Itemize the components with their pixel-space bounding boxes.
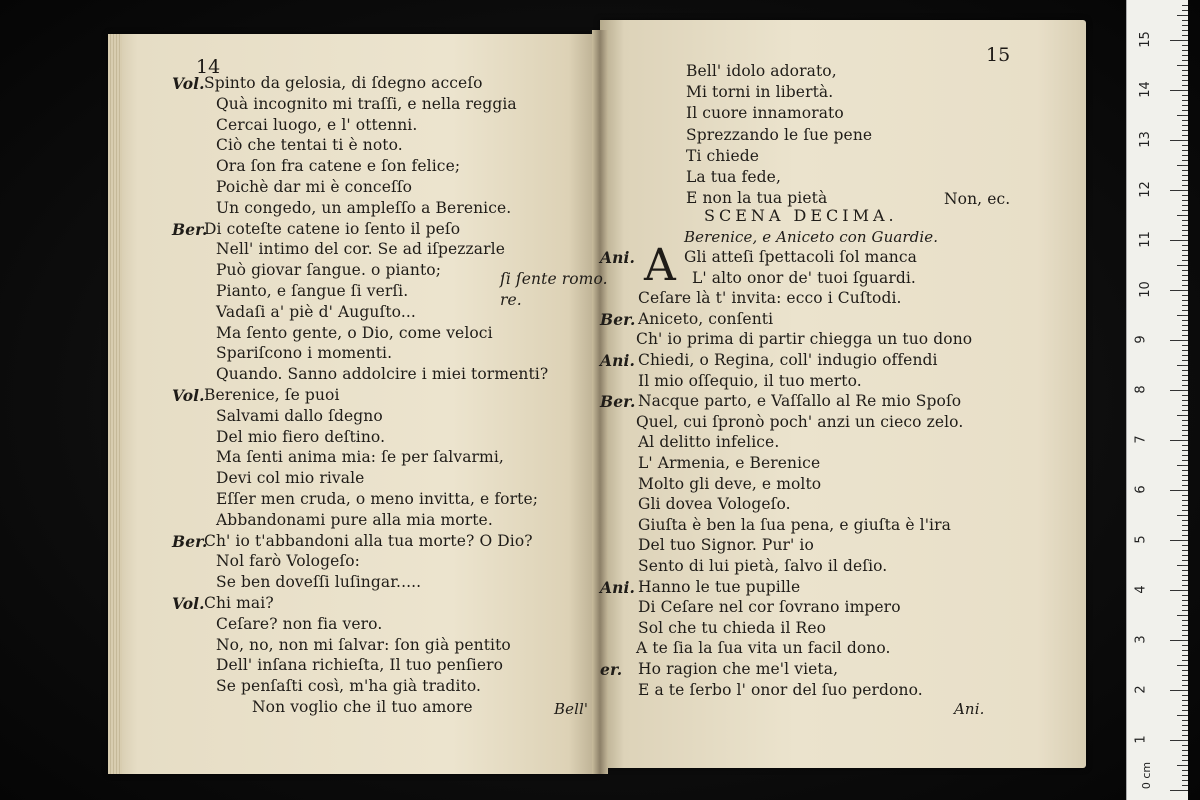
ruler-tick (1182, 670, 1188, 671)
ruler-tick (1170, 90, 1188, 91)
text-line: Eſſer men cruda, o meno invitta, e forte; (216, 490, 539, 508)
scene-heading: SCENA DECIMA. (704, 206, 898, 225)
ruler-tick (1170, 740, 1188, 741)
text-line: Un congedo, un ampleſſo a Berenice. (216, 198, 512, 217)
ruler-tick (1182, 720, 1188, 721)
ruler-tick (1182, 180, 1188, 181)
text-line: Spinto da gelosia, di ſdegno acceſo (204, 74, 483, 92)
text-line: Di coteſte catene io ſento il peſo (204, 219, 461, 238)
ruler-tick (1182, 100, 1188, 101)
ruler-tick (1182, 610, 1188, 611)
ruler-tick (1182, 85, 1188, 86)
ruler-tick (1182, 420, 1188, 421)
text-line: L' Armenia, e Berenice (638, 454, 821, 472)
ruler-tick (1182, 680, 1188, 681)
ruler-label: 8 (1133, 385, 1149, 394)
ruler-tick (1182, 70, 1188, 71)
text-line: Pianto, e ſangue ſi verſi. (216, 282, 409, 300)
text-line: Aniceto, conſenti (638, 309, 774, 328)
text-line: Gli dovea Vologeſo. (638, 495, 791, 514)
ruler-tick (1182, 660, 1188, 661)
ruler-tick (1182, 785, 1188, 786)
text-line: E a te ſerbo l' onor del ſuo perdono. (638, 680, 923, 699)
verse-line: Ti chiede (686, 146, 760, 165)
ruler-tick (1182, 370, 1188, 371)
ruler-tick (1182, 20, 1188, 21)
text-line: Chiedi, o Regina, coll' indugio offendi (638, 351, 938, 369)
ruler-tick (1182, 230, 1188, 231)
speaker-label: Vol. (172, 386, 205, 405)
ruler-tick (1182, 755, 1188, 756)
ruler-label: 1 (1133, 735, 1149, 744)
ruler-tick (1182, 225, 1188, 226)
ruler-tick (1182, 120, 1188, 121)
text-line: Vadaſi a' piè d' Auguſto... (216, 302, 416, 321)
speaker-label: Ani. (600, 351, 635, 370)
ruler-label: 13 (1137, 131, 1153, 148)
ruler-tick (1182, 160, 1188, 161)
speaker-label: Ber. (172, 531, 208, 551)
ruler-tick (1182, 520, 1188, 521)
text-line: Ceſare là t' invita: ecco i Cuſtodi. (638, 289, 902, 308)
ruler-tick (1182, 455, 1188, 456)
ruler-tick (1170, 290, 1188, 291)
text-line: Quel, cui ſpronò poch' anzi un cieco zelo. (636, 412, 964, 431)
ruler-tick (1182, 80, 1188, 81)
ruler-tick (1182, 595, 1188, 596)
text-line: Ceſare? non fia vero. (216, 614, 383, 633)
ruler-tick (1182, 55, 1188, 56)
ruler-tick (1177, 115, 1188, 116)
text-line: Ho ragion che me'l vieta, (638, 660, 839, 678)
ruler-tick (1182, 235, 1188, 236)
ruler-label: 2 (1133, 685, 1149, 694)
ruler-tick (1170, 790, 1188, 791)
ruler-tick (1182, 725, 1188, 726)
text-line: Abbandonami pure alla mia morte. (216, 510, 493, 529)
ruler-label: 10 (1137, 281, 1153, 298)
ruler-tick (1182, 35, 1188, 36)
text-line: Può giovar ſangue. o pianto; (216, 261, 442, 280)
ruler-tick (1182, 730, 1188, 731)
ruler-tick (1182, 110, 1188, 111)
ruler-tick (1182, 305, 1188, 306)
ruler-tick (1177, 365, 1188, 366)
ruler-tick (1182, 320, 1188, 321)
ruler-tick (1182, 325, 1188, 326)
ruler-tick (1177, 515, 1188, 516)
ruler-tick (1182, 460, 1188, 461)
ruler-tick (1182, 550, 1188, 551)
ruler-tick (1182, 445, 1188, 446)
ruler-label: 6 (1133, 485, 1149, 494)
verse-line: Mi torni in libertà. (686, 83, 834, 102)
text-line: Molto gli deve, e molto (638, 474, 822, 493)
ruler-tick (1182, 480, 1188, 481)
ruler-tick (1177, 165, 1188, 166)
ruler-tick (1182, 210, 1188, 211)
ruler-tick (1182, 220, 1188, 221)
verse-line: E non la tua pietà (686, 189, 828, 208)
ruler-tick (1182, 700, 1188, 701)
ruler-tick (1182, 535, 1188, 536)
ruler-label: 11 (1137, 231, 1153, 248)
text-line: Ciò che tentai ti è noto. (216, 136, 403, 155)
text-line: Non voglio che il tuo amore (252, 698, 473, 716)
ruler-tick (1182, 270, 1188, 271)
ruler-tick (1170, 140, 1188, 141)
ruler-tick (1182, 5, 1188, 6)
ruler-label: 9 (1133, 335, 1149, 344)
ruler-tick (1182, 500, 1188, 501)
ruler-tick (1182, 385, 1188, 386)
ruler-tick (1182, 495, 1188, 496)
text-line: Ma ſento gente, o Dio, come veloci (216, 323, 493, 342)
ruler-tick (1177, 215, 1188, 216)
ruler-tick (1182, 380, 1188, 381)
ruler-tick (1177, 315, 1188, 316)
text-line: Quando. Sanno addolcire i miei tormenti? (216, 365, 549, 384)
ruler-tick (1182, 135, 1188, 136)
ruler-tick (1177, 15, 1188, 16)
text-line: Cercai luogo, e l' ottenni. (216, 115, 418, 134)
ruler-tick (1170, 540, 1188, 541)
ruler-label: 5 (1133, 535, 1149, 544)
ruler-tick (1182, 355, 1188, 356)
ruler-label: 4 (1133, 585, 1149, 594)
ruler-tick (1182, 30, 1188, 31)
ruler-label: 15 (1137, 31, 1153, 48)
ruler-tick (1182, 750, 1188, 751)
ruler-tick (1182, 635, 1188, 636)
ruler-tick (1182, 345, 1188, 346)
ruler-tick (1170, 240, 1188, 241)
ruler-label: 7 (1133, 435, 1149, 444)
ruler-tick (1182, 105, 1188, 106)
measurement-ruler (1126, 0, 1188, 800)
verse-line: Il cuore innamorato (686, 104, 844, 123)
ruler-unit-label: 0 cm (1140, 761, 1154, 790)
ruler-tick (1182, 295, 1188, 296)
ruler-tick (1182, 395, 1188, 396)
ruler-tick (1170, 690, 1188, 691)
verse-line: La tua fede, (686, 168, 781, 186)
ruler-tick (1177, 265, 1188, 266)
ruler-tick (1182, 400, 1188, 401)
ruler-tick (1170, 340, 1188, 341)
ruler-tick (1182, 555, 1188, 556)
speaker-label: Vol. (172, 594, 205, 613)
text-line: Dell' inſana richieſta, Il tuo penſiero (216, 656, 504, 675)
ruler-tick (1170, 490, 1188, 491)
ruler-tick (1182, 710, 1188, 711)
ruler-tick (1182, 60, 1188, 61)
speaker-label: Ani. (600, 248, 635, 267)
text-line: Ma ſenti anima mia: ſe per ſalvarmi, (216, 448, 504, 467)
ruler-tick (1177, 615, 1188, 616)
ruler-tick (1182, 350, 1188, 351)
speaker-label: er. (600, 660, 623, 679)
ruler-tick (1182, 760, 1188, 761)
ruler-tick (1182, 745, 1188, 746)
text-line: Gli atteſi ſpettacoli ſol manca (684, 248, 917, 266)
ruler-tick (1182, 310, 1188, 311)
text-line: Se ben doveſſi luſingar..... (216, 573, 422, 592)
stage-direction: ſi ſente romo. (500, 270, 608, 288)
ruler-tick (1182, 450, 1188, 451)
stage-direction-cont: re. (500, 291, 522, 309)
ruler-tick (1182, 655, 1188, 656)
text-line: Sento di lui pietà, ſalvo il deſio. (638, 557, 888, 575)
text-line: Devi col mio rivale (216, 469, 365, 488)
ruler-tick (1182, 10, 1188, 11)
ruler-tick (1182, 200, 1188, 201)
text-line: Spariſcono i momenti. (216, 344, 393, 363)
ruler-tick (1182, 195, 1188, 196)
ruler-tick (1182, 245, 1188, 246)
ruler-tick (1182, 770, 1188, 771)
ruler-tick (1182, 75, 1188, 76)
ruler-tick (1182, 705, 1188, 706)
ruler-tick (1182, 275, 1188, 276)
text-line: Del tuo Signor. Pur' io (638, 536, 814, 555)
ruler-tick (1177, 465, 1188, 466)
speaker-label: Ber. (600, 392, 636, 412)
text-line: L' alto onor de' tuoi ſguardi. (692, 268, 916, 287)
drop-cap: A (644, 240, 676, 291)
ruler-tick (1182, 330, 1188, 331)
text-line: No, no, non mi ſalvar: ſon già pentito (216, 635, 511, 654)
ruler-tick (1170, 440, 1188, 441)
text-line: Se penſaſti così, m'ha già tradito. (216, 677, 482, 696)
ruler-tick (1182, 435, 1188, 436)
left-page-number: 14 (196, 56, 221, 78)
ruler-tick (1182, 560, 1188, 561)
verse-line: Sprezzando le ſue pene (686, 125, 873, 144)
ruler-tick (1182, 300, 1188, 301)
text-line: Quà incognito mi traſſi, e nella reggia (216, 94, 517, 113)
ruler-label: 14 (1137, 81, 1153, 98)
scene-subheading: Berenice, e Aniceto con Guardie. (684, 228, 939, 246)
text-line: Salvami dallo ſdegno (216, 406, 383, 425)
text-line: Ch' io t'abbandoni alla tua morte? O Dio? (204, 531, 533, 550)
ruler-tick (1182, 630, 1188, 631)
ruler-tick (1182, 570, 1188, 571)
ruler-tick (1182, 255, 1188, 256)
ruler-tick (1182, 375, 1188, 376)
ruler-tick (1170, 190, 1188, 191)
ruler-tick (1182, 545, 1188, 546)
ruler-tick (1182, 675, 1188, 676)
ruler-tick (1182, 650, 1188, 651)
ruler-tick (1182, 485, 1188, 486)
text-line: Berenice, ſe puoi (204, 386, 340, 404)
ruler-tick (1182, 410, 1188, 411)
text-line: Chi mai? (204, 594, 274, 612)
text-line: Sol che tu chieda il Reo (638, 618, 827, 637)
ruler-tick (1182, 155, 1188, 156)
ruler-tick (1182, 510, 1188, 511)
ruler-tick (1182, 575, 1188, 576)
text-line: Ora ſon fra catene e ſon felice; (216, 157, 461, 176)
aria-repeat-note: Non, ec. (944, 190, 1011, 208)
text-line: A te ſia la ſua vita un facil dono. (636, 639, 891, 658)
text-line: Giuſta è ben la ſua pena, e giuſta è l'ira (638, 515, 951, 534)
page-edge (108, 34, 122, 774)
ruler-tick (1182, 645, 1188, 646)
text-line: Al delitto infelice. (638, 433, 780, 452)
ruler-tick (1182, 130, 1188, 131)
ruler-tick (1182, 430, 1188, 431)
ruler-tick (1170, 40, 1188, 41)
text-line: Nacque parto, e Vaſſallo al Re mio Spoſo (638, 392, 962, 411)
ruler-tick (1182, 360, 1188, 361)
open-book (108, 20, 1086, 775)
text-line: Il mio oſſequio, il tuo merto. (638, 371, 862, 390)
ruler-label: 12 (1137, 181, 1153, 198)
speaker-label: Ber. (600, 309, 636, 329)
ruler-tick (1182, 45, 1188, 46)
ruler-tick (1182, 285, 1188, 286)
text-line: Nell' intimo del cor. Se ad iſpezzarle (216, 240, 505, 259)
ruler-tick (1182, 125, 1188, 126)
ruler-tick (1182, 95, 1188, 96)
speaker-label: Ani. (600, 577, 635, 597)
ruler-tick (1182, 695, 1188, 696)
ruler-tick (1177, 715, 1188, 716)
ruler-tick (1182, 280, 1188, 281)
right-catchword: Ani. (954, 700, 985, 718)
ruler-label: 3 (1133, 635, 1149, 644)
text-line: Hanno le tue pupille (638, 577, 801, 596)
ruler-tick (1182, 185, 1188, 186)
ruler-tick (1177, 415, 1188, 416)
ruler-tick (1170, 390, 1188, 391)
ruler-tick (1177, 65, 1188, 66)
ruler-tick (1182, 530, 1188, 531)
text-line: Nol farò Vologeſo: (216, 552, 361, 571)
text-line: Poichè dar mi è conceſſo (216, 178, 413, 196)
ruler-tick (1182, 525, 1188, 526)
ruler-tick (1170, 590, 1188, 591)
ruler-tick (1182, 405, 1188, 406)
ruler-tick (1182, 260, 1188, 261)
text-line: Ch' io prima di partir chiegga un tuo dono (636, 330, 973, 349)
ruler-tick (1182, 605, 1188, 606)
ruler-tick (1182, 780, 1188, 781)
ruler-tick (1182, 170, 1188, 171)
left-catchword: Bell' (554, 700, 589, 718)
ruler-tick (1177, 665, 1188, 666)
right-page-number: 15 (986, 44, 1011, 66)
ruler-tick (1182, 335, 1188, 336)
ruler-tick (1182, 25, 1188, 26)
ruler-tick (1182, 145, 1188, 146)
ruler-tick (1182, 250, 1188, 251)
ruler-tick (1182, 425, 1188, 426)
ruler-tick (1182, 175, 1188, 176)
ruler-tick (1182, 585, 1188, 586)
verse-line: Bell' idolo adorato, (686, 62, 837, 80)
speaker-label: Ber. (172, 219, 208, 239)
ruler-tick (1182, 775, 1188, 776)
speaker-label: Vol. (172, 74, 205, 93)
ruler-tick (1182, 470, 1188, 471)
ruler-tick (1182, 205, 1188, 206)
ruler-tick (1182, 600, 1188, 601)
ruler-tick (1182, 625, 1188, 626)
ruler-tick (1170, 640, 1188, 641)
ruler-tick (1182, 150, 1188, 151)
ruler-tick (1177, 565, 1188, 566)
ruler-tick (1182, 505, 1188, 506)
ruler-tick (1182, 685, 1188, 686)
text-line: Di Ceſare nel cor ſovrano impero (638, 598, 901, 617)
ruler-tick (1182, 475, 1188, 476)
ruler-tick (1177, 765, 1188, 766)
text-line: Del mio fiero deſtino. (216, 427, 386, 446)
ruler-tick (1182, 735, 1188, 736)
ruler-tick (1182, 580, 1188, 581)
ruler-tick (1182, 620, 1188, 621)
ruler-tick (1182, 50, 1188, 51)
